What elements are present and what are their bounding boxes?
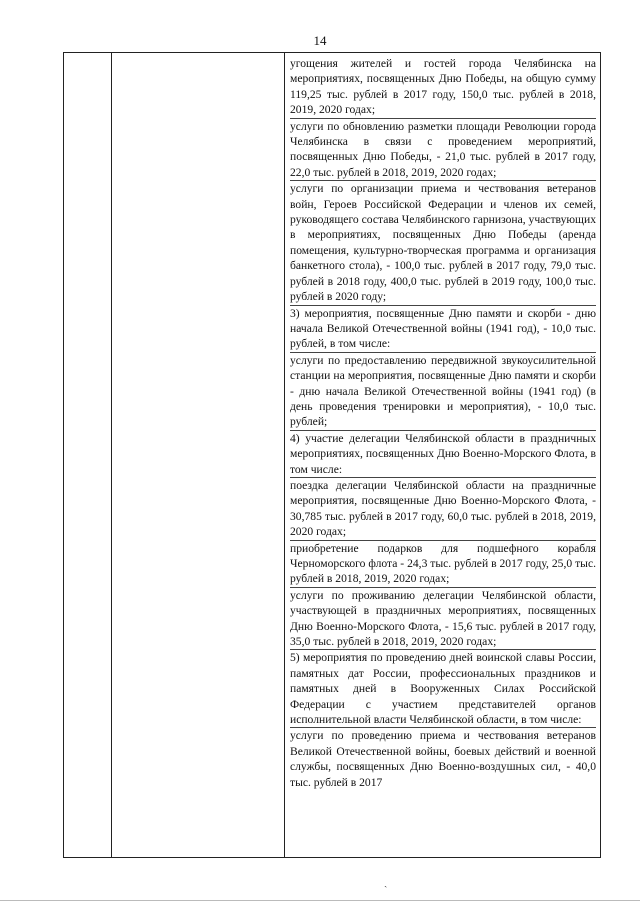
- budget-table: [63, 52, 601, 858]
- scan-edge-line: [0, 900, 640, 901]
- table-column-divider-2: [284, 53, 285, 857]
- entry-text: поездка делегации Челябинской области на праздничные мероприятия, посвященные Дню Военно-Морского Флота, - 30,785 тыс. рублей в 2017 году, 60,0 тыс. рублей в 2018, 2019, 2020 годах;: [290, 478, 596, 539]
- table-entry: [290, 306, 596, 353]
- entry-text: услуги по проведению приема и чествования ветеранов Великой Отечественной войны, боевых действий и военной службы, посвященных Дню Военно-воздушных сил, - 40,0 тыс. рублей в 2017: [290, 729, 596, 789]
- entry-text: угощения жителей и гостей города Челябинска на мероприятиях, посвященных Дню Победы, на общую сумму 119,25 тыс. рублей в 2017 году, 150,0 тыс. рублей в 2018, 2019, 2020 годах;: [290, 57, 596, 117]
- table-entry: [290, 353, 596, 431]
- entry-text: услуги по предоставлению передвижной звукоусилительной станции на мероприятия, посвященные Дню памяти и скорби - дню начала Великой Отечественной войны (1941 год) (в день проведения тренировки и мероприятия), - 10,0 тыс. рублей;: [290, 353, 596, 429]
- entry-text: услуги по обновлению разметки площади Революции города Челябинска в связи с проведением мероприятий, посвященных Дню Победы, - 21,0 тыс. рублей в 2017 году, 22,0 тыс. рублей в 2018, 2019, 2020 годах;: [290, 119, 596, 179]
- table-column-divider-1: [111, 53, 112, 857]
- table-entry: [290, 119, 596, 182]
- table-entry: [290, 431, 596, 478]
- scan-speck: ˎ: [384, 877, 388, 888]
- table-entry: [290, 181, 596, 305]
- table-entry: [290, 478, 596, 541]
- entry-text: 5) мероприятия по проведению дней воинской славы России, памятных дат России, профессиональных праздников и памятных дней в Вооруженных Силах Российской Федерации с участием представителей органов исполнительной власти Челябинской области, в том числе:: [290, 651, 596, 727]
- entry-text: 4) участие делегации Челябинской области в праздничных мероприятиях, посвященных Дню Военно-Морского Флота, в том числе:: [290, 431, 596, 476]
- entry-text: услуги по организации приема и чествования ветеранов войн, Героев Российской Федерации и членов их семей, руководящего состава Челябинского гарнизона, участвующих в мероприятиях, посвященных Дню Победы (аренда помещения, культурно-творческая программа и организация банкетного стола), - 100,0 тыс. рублей в 2017 году, 79,0 тыс. рублей в 2018 году, 400,0 тыс. рублей в 2019 году, 100,0 тыс. рублей в 2020 году;: [290, 182, 596, 304]
- table-entry: [290, 650, 596, 728]
- table-entry: [290, 541, 596, 588]
- table-entry: [290, 588, 596, 651]
- entry-text: услуги по проживанию делегации Челябинской области, участвующей в праздничных мероприятиях, посвященных Дню Военно-Морского Флота, - 15,6 тыс. рублей в 2017 году, 35,0 тыс. рублей в 2018, 2019, 2020 годах;: [290, 588, 596, 649]
- table-description-column: [290, 56, 596, 790]
- page-number: 14: [313, 33, 327, 48]
- entry-text: приобретение подарков для подшефного корабля Черноморского флота - 24,3 тыс. рублей в 2017 году, 25,0 тыс. рублей в 2018, 2019, 2020 годах;: [290, 541, 596, 586]
- table-entry: [290, 56, 596, 119]
- entry-text: 3) мероприятия, посвященные Дню памяти и скорби - дню начала Великой Отечественной войны (1941 год), - 10,0 тыс. рублей, в том числе:: [290, 306, 596, 351]
- table-entry: [290, 728, 596, 790]
